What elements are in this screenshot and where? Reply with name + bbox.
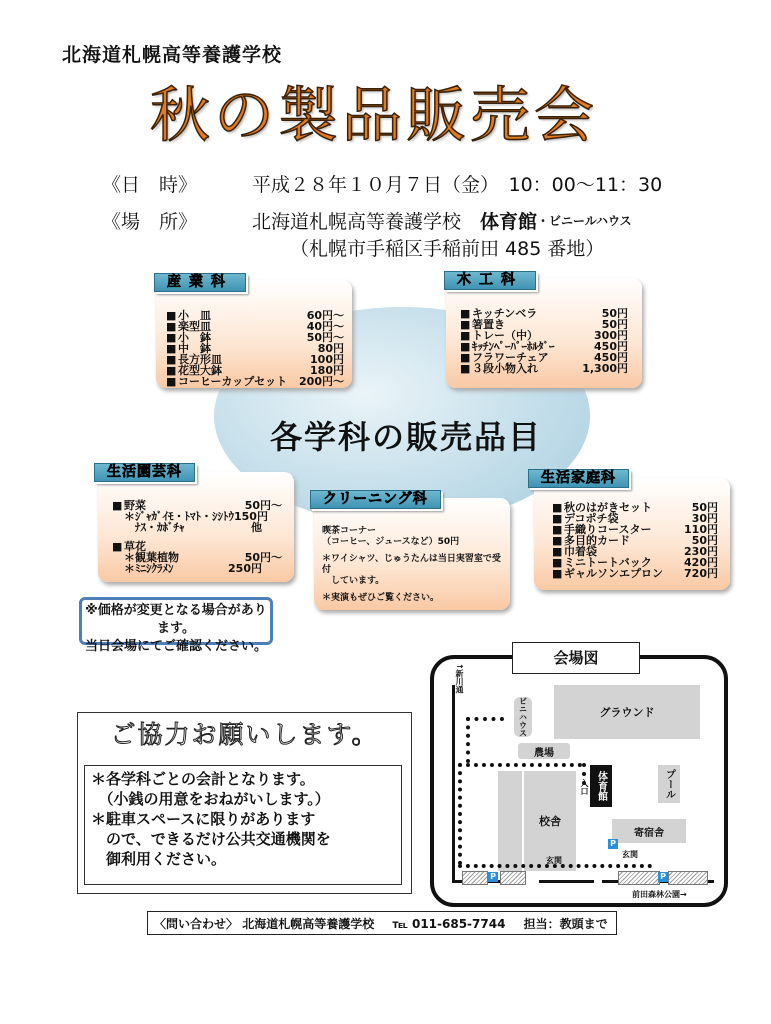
list-item: ＊各学科ごとの会計となります。 [91,770,315,788]
event-title: 秋の製品販売会 [150,81,598,151]
address: （札幌市手稲区手稲前田 485 番地） [290,238,605,260]
list-item: ■ ｷｯﾁﾝﾍﾟｰﾊﾟｰﾎﾙﾀﾞｰ 450円 [460,340,628,353]
date-row [102,170,662,197]
parking-icon: P [488,872,498,882]
contact-school: 北海道札幌高等養護学校 [242,917,375,931]
walk-path [458,763,582,767]
list-item: ■ 花型大鉢 180円 [166,364,344,377]
walk-path [458,864,652,868]
place-gym: 体育館 [480,211,538,233]
place-school: 北海道札幌高等養護学校 [252,211,481,233]
date-value: 平成２８年１０月７日（金） 10：00〜11：30 [252,174,663,196]
contact-person: 担当：教頭まで [523,917,608,931]
walk-path [466,717,504,721]
list-item: ■ 長方形皿 100円 [166,353,344,366]
list-item: ＊ワイシャツ、じゅうたんは当日実習室で受付 [322,554,501,575]
list-item: ■ 巾着袋 230円 [552,545,718,558]
parking-area [668,871,708,885]
list-item: ■ ギャルソンエプロン 720円 [552,567,718,580]
dept-cleaning-tab: クリーニング科 [310,490,441,509]
list-item: ■ 中 鉢 80円 [166,342,344,355]
front-door-label-2: 玄関 [622,850,638,859]
contact-label: 〈問い合わせ〉 [154,917,239,931]
gym: 体育館 [590,765,612,807]
list-item: ■ 箸置き 50円 [460,318,628,331]
list-item: ＊実演もぜひご覧ください。 [322,593,440,603]
dept-katei-tab: 生活家庭科 [528,469,629,488]
farm: 農場 [518,743,570,759]
date-label: 《日 時》 [102,174,198,196]
dept-engei-tab: 生活園芸科 [94,463,195,482]
dormitory: 寄宿舎 [612,819,686,843]
ground: グラウンド [554,685,700,739]
parking-area [618,871,660,885]
road-west [452,685,455,883]
walk-path [466,717,470,763]
list-item: ■ キッチンベラ 50円 [460,307,628,320]
parking-area [462,871,488,885]
list-item: ■ 小 鉢 50円〜 [166,331,344,344]
cooperation-box [77,712,412,894]
list-item: ■ ミニトートバック 420円 [552,556,718,569]
list-item: （小銭の用意をおねがいします。） [91,790,330,808]
tel-icon: ℡ [392,917,408,931]
list-item: しています。 [322,576,385,586]
annex [498,771,522,871]
list-item: ■ フラワーチェア 450円 [460,351,628,364]
list-item: ＊ﾐﾆｼｸﾗﾒﾝ 250円 [124,562,262,575]
list-item: ＊観葉植物 50円〜 [124,551,282,564]
dept-sangyo-tab: 産業科 [154,273,246,292]
road-south-2 [539,880,594,883]
dept-engei-card [98,464,294,582]
list-item: 御利用ください。 [91,850,227,868]
entrance-label: 入口 [580,779,589,795]
list-item: ■ コーヒーカップセット 200円〜 [166,375,344,388]
road-label: ↑新川通 [455,663,464,694]
list-item: ﾅｽ・ｶﾎﾞﾁｬ 他 [124,521,262,534]
list-item: ＊ｼﾞｬｶﾞｲﾓ・ﾄﾏﾄ・ｼｼﾄｳ 150円 [124,510,268,523]
center-title: 各学科の販売品目 [270,418,543,456]
list-item: ので、できるだけ公共交通機関を [91,830,331,848]
vinyl-house: ビニハウス [514,697,532,737]
list-item: ■ 楽型皿 40円〜 [166,320,344,333]
place-label: 《場 所》 [102,211,198,233]
list-item: ■ 多目的カード 50円 [552,534,718,547]
dept-sangyo-card [156,274,352,388]
list-item: ■ 秋のはがきセット 50円 [552,501,718,514]
list-item: （コーヒー、ジュースなど）50円 [322,537,460,547]
school-name: 北海道札幌高等養護学校 [62,44,283,66]
price-notice: ※価格が変更となる場合があります。 当日会場にてご確認ください。 [79,597,273,645]
walk-path [582,763,586,785]
contact-tel: 011-685-7744 [411,917,506,931]
park-label: 前田森林公園→ [632,890,687,899]
dept-mokko-tab: 木工科 [444,271,536,290]
list-item: ＊駐車スペースに限りがあります [91,810,316,828]
parking-icon: P [658,872,668,882]
place-row [102,207,632,234]
list-item: ■ デコポチ袋 30円 [552,512,718,525]
dept-cleaning-card [314,491,510,610]
walk-path [458,763,462,865]
map-title: 会場図 [512,642,640,674]
contact-bar [147,911,617,935]
list-item: 喫茶コーナー [322,526,377,536]
list-item: ■ トレー（中） 300円 [460,329,628,342]
pool: プール [658,765,680,803]
list-item: ■ 野菜 50円〜 [112,499,282,512]
place-extra: ・ビニールハウス [537,214,632,228]
school-building: 校舎 [524,771,576,871]
list-item: ■ 手織りコースター 110円 [552,523,718,536]
cooperation-list [84,765,402,885]
dept-mokko-card [446,272,642,388]
venue-map [430,655,728,907]
list-item: ■ 草花 [112,540,146,553]
parking-area [500,871,526,885]
cooperation-title: ご協力お願いします。 [110,720,379,749]
list-item: ■ 小 皿 60円〜 [166,309,344,322]
parking-icon: P [608,839,618,849]
dept-katei-card [534,470,730,590]
front-door-label-1: 玄関 [546,856,562,865]
list-item: ■ ３段小物入れ 1,300円 [460,362,628,375]
